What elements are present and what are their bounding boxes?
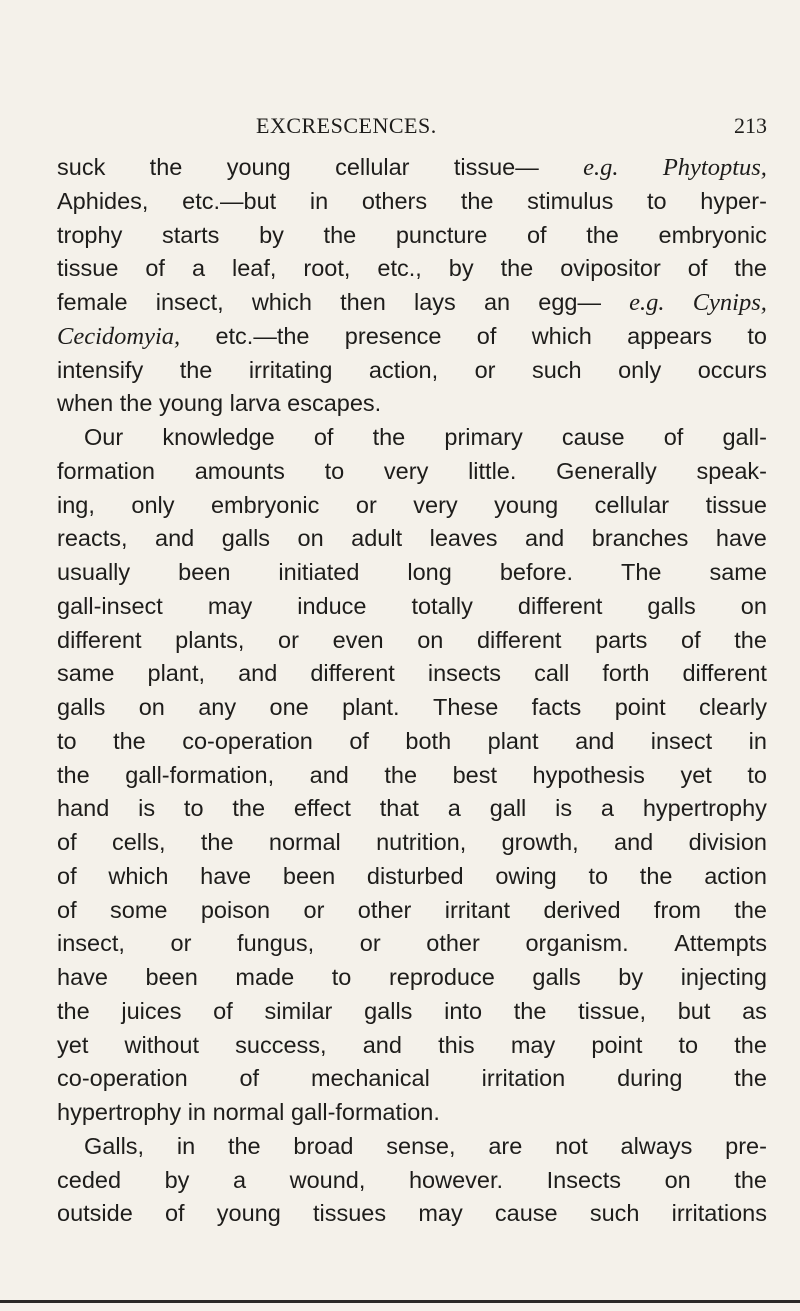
- word: female: [57, 289, 128, 315]
- word: any: [198, 694, 237, 720]
- word: such: [589, 1200, 640, 1227]
- word: others: [361, 187, 428, 214]
- word: ovipositor: [560, 255, 661, 282]
- body-text: [57, 151, 767, 1231]
- word: to: [324, 457, 345, 484]
- word: the: [179, 356, 213, 383]
- word: branches: [591, 525, 689, 552]
- text-line: [57, 286, 767, 320]
- word: and: [362, 1031, 402, 1058]
- word: by: [618, 964, 644, 990]
- word: gall-formation.: [290, 1099, 440, 1125]
- word: and: [575, 727, 615, 754]
- word: These: [432, 694, 499, 720]
- word: a: [600, 795, 614, 822]
- word: leaves: [429, 525, 498, 552]
- word: amounts: [194, 457, 285, 484]
- word: may: [510, 1031, 556, 1058]
- word: very: [413, 491, 458, 518]
- text-line: [57, 1197, 767, 1231]
- word: plant: [487, 727, 539, 754]
- word: lays: [414, 289, 456, 315]
- word: one: [269, 694, 309, 720]
- word: galls: [532, 964, 581, 990]
- word: is: [138, 795, 156, 822]
- word: juices: [121, 997, 182, 1024]
- text-line: [57, 455, 767, 489]
- word: on: [417, 626, 444, 653]
- text-line: [57, 556, 767, 590]
- word: ing,: [57, 491, 95, 518]
- word: Attempts: [674, 930, 767, 957]
- word: same: [57, 660, 115, 687]
- word: a: [232, 1166, 247, 1193]
- word: or: [278, 626, 299, 653]
- word: which: [108, 862, 169, 889]
- word: the: [372, 424, 406, 450]
- word: plant,: [147, 660, 206, 687]
- word: escapes.: [287, 390, 382, 417]
- word: forth: [602, 660, 650, 687]
- italic-word: Cecidomyia,: [57, 322, 181, 350]
- word: the: [57, 997, 90, 1024]
- word: been: [178, 559, 231, 585]
- word: only: [131, 491, 175, 518]
- word: embryonic: [658, 221, 767, 248]
- word: co-operation: [57, 1065, 188, 1092]
- text-line: [57, 421, 767, 455]
- word: to: [183, 795, 204, 822]
- word: co-operation: [182, 727, 313, 754]
- word: owing: [495, 862, 557, 889]
- word: stimulus: [527, 187, 614, 214]
- word: the: [734, 1166, 767, 1193]
- word: the: [734, 255, 767, 282]
- word: have: [715, 525, 767, 552]
- word: which: [531, 322, 592, 349]
- word: derived: [543, 896, 621, 923]
- word: in: [309, 187, 329, 214]
- word: suck: [57, 154, 106, 180]
- word: some: [110, 896, 168, 923]
- word: other: [426, 930, 480, 957]
- word: appears: [627, 322, 713, 349]
- word: nutrition,: [376, 829, 467, 855]
- text-line: [57, 927, 767, 961]
- word: of: [476, 322, 497, 349]
- word: intensify: [57, 356, 144, 383]
- word: call: [534, 660, 570, 687]
- italic-word: e.g.: [629, 289, 665, 316]
- word: to: [331, 964, 352, 990]
- text-line: [57, 995, 767, 1029]
- word: mechanical: [310, 1065, 430, 1092]
- word: of: [164, 1200, 185, 1227]
- word: young: [159, 390, 224, 417]
- word: action,: [368, 356, 439, 383]
- word: cellular: [594, 491, 670, 518]
- word: division: [688, 829, 767, 855]
- word: before.: [499, 559, 573, 585]
- word: the: [460, 187, 494, 214]
- word: same: [709, 559, 767, 585]
- word: facts: [531, 694, 582, 720]
- word: gall-: [722, 424, 767, 450]
- text-line: [57, 151, 767, 185]
- word: to: [747, 322, 767, 349]
- italic-word: Phytoptus,: [662, 154, 767, 181]
- word: tissue: [705, 491, 767, 518]
- word: by: [259, 221, 284, 248]
- word: the: [734, 896, 767, 923]
- word: only: [618, 356, 662, 383]
- word: insect: [650, 727, 713, 754]
- word: is: [555, 795, 573, 822]
- word: normal: [268, 829, 341, 855]
- word: to: [588, 862, 609, 889]
- word: long: [407, 559, 452, 585]
- word: occurs: [697, 356, 767, 383]
- word: which: [251, 289, 312, 315]
- word: primary: [444, 424, 523, 450]
- word: to: [678, 1031, 699, 1058]
- word: as: [742, 997, 767, 1024]
- word: of: [57, 896, 77, 923]
- word: without: [124, 1031, 199, 1058]
- word: to: [747, 761, 767, 788]
- word: Aphides,: [57, 187, 149, 214]
- word: egg—: [538, 289, 601, 315]
- word: a: [191, 255, 206, 282]
- word: in: [748, 727, 767, 754]
- word: point: [591, 1031, 643, 1058]
- word: such: [531, 356, 582, 383]
- word: during: [617, 1065, 683, 1092]
- word: formation: [57, 457, 155, 484]
- word: etc.—but: [182, 187, 277, 214]
- bottom-edge-rule: [0, 1300, 800, 1303]
- word: the: [119, 390, 153, 417]
- word: on: [664, 1166, 691, 1193]
- word: other: [357, 896, 412, 923]
- word: puncture: [395, 221, 488, 248]
- word: plants,: [175, 626, 245, 653]
- word: different: [57, 626, 142, 653]
- word: of: [349, 727, 369, 754]
- word: clearly: [699, 694, 767, 720]
- word: leaf,: [231, 255, 277, 282]
- text-line: [57, 860, 767, 894]
- word: organism.: [525, 930, 629, 957]
- text-line: [57, 320, 767, 354]
- word: both: [405, 727, 452, 754]
- word: cellular: [335, 154, 410, 180]
- word: irritation: [481, 1065, 566, 1092]
- word: that: [379, 795, 419, 822]
- word: always: [620, 1132, 693, 1159]
- word: insect,: [155, 289, 224, 315]
- word: the: [323, 221, 357, 248]
- word: totally: [411, 592, 473, 619]
- word: of: [213, 997, 233, 1024]
- text-line: [57, 1130, 767, 1164]
- word: and: [614, 829, 654, 855]
- word: Insects: [546, 1166, 622, 1193]
- word: of: [681, 626, 701, 653]
- word: cause: [561, 424, 625, 450]
- word: or: [474, 356, 496, 383]
- word: ceded: [57, 1166, 122, 1193]
- word: then: [340, 289, 386, 315]
- word: but: [677, 997, 711, 1024]
- word: of: [57, 862, 77, 889]
- word: the: [586, 221, 619, 248]
- word: galls: [57, 694, 106, 720]
- word: the: [149, 154, 183, 180]
- word: Our: [84, 424, 124, 450]
- word: and: [525, 525, 565, 552]
- word: or: [303, 896, 325, 923]
- text-line: [57, 590, 767, 624]
- word: irritant: [444, 896, 511, 923]
- text-line: [57, 894, 767, 928]
- word: gall-formation,: [125, 761, 275, 788]
- text-line: [57, 489, 767, 523]
- word: etc.—the: [215, 322, 310, 349]
- word: and: [238, 660, 278, 687]
- word: been: [282, 862, 336, 889]
- word: irritations: [671, 1200, 767, 1227]
- word: of: [526, 221, 547, 248]
- text-line: [57, 691, 767, 725]
- word: poison: [200, 896, 271, 923]
- word: hyper-: [700, 187, 767, 214]
- word: the: [734, 626, 767, 653]
- italic-word: e.g.: [583, 154, 619, 181]
- word: cause: [494, 1200, 558, 1227]
- word: disturbed: [366, 862, 464, 889]
- word: plant.: [342, 694, 400, 720]
- text-line: [57, 1096, 767, 1130]
- word: growth,: [501, 829, 579, 855]
- word: of: [57, 829, 77, 855]
- word: pre-: [725, 1132, 767, 1159]
- word: made: [235, 964, 295, 990]
- word: a: [447, 795, 461, 822]
- word: etc.,: [377, 255, 422, 282]
- text-line: [57, 759, 767, 793]
- word: Generally: [556, 457, 657, 484]
- word: the: [113, 727, 146, 754]
- word: been: [145, 964, 198, 990]
- word: similar: [264, 997, 333, 1024]
- word: an: [483, 289, 511, 315]
- word: into: [444, 997, 483, 1024]
- word: outside: [57, 1200, 133, 1227]
- word: cells,: [111, 829, 166, 855]
- text-line: [57, 624, 767, 658]
- word: from: [653, 896, 701, 923]
- word: point: [614, 694, 666, 720]
- word: or: [170, 930, 192, 957]
- word: yet: [680, 761, 712, 788]
- word: usually: [57, 559, 131, 585]
- word: hypertrophy: [57, 1099, 182, 1125]
- word: Galls,: [84, 1132, 145, 1159]
- text-line: [57, 1164, 767, 1198]
- word: initiated: [278, 559, 360, 585]
- word: presence: [344, 322, 442, 349]
- text-line: [57, 826, 767, 860]
- word: by: [164, 1166, 190, 1193]
- word: or: [359, 930, 381, 957]
- word: the: [227, 1132, 261, 1159]
- word: broad: [293, 1132, 354, 1159]
- word: tissues: [312, 1200, 387, 1227]
- word: are: [488, 1132, 523, 1159]
- word: the: [734, 1031, 767, 1058]
- word: very: [383, 457, 429, 484]
- word: hypothesis: [532, 761, 645, 788]
- word: on: [138, 694, 165, 720]
- text-line: [57, 252, 767, 286]
- word: little.: [468, 457, 517, 484]
- word: have: [57, 964, 108, 990]
- word: fungus,: [237, 930, 315, 957]
- word: the: [200, 829, 234, 855]
- text-line: [57, 725, 767, 759]
- word: of: [687, 255, 708, 282]
- word: injecting: [680, 964, 767, 990]
- word: different: [476, 626, 562, 653]
- word: the: [57, 761, 90, 788]
- word: the: [384, 761, 418, 788]
- word: best: [452, 761, 498, 788]
- word: in: [187, 1099, 206, 1125]
- word: tissue,: [578, 997, 647, 1024]
- text-line: [57, 354, 767, 388]
- word: young: [494, 491, 559, 518]
- word: speak-: [696, 457, 767, 484]
- word: gall: [489, 795, 527, 822]
- text-line: [57, 657, 767, 691]
- text-line: [57, 961, 767, 995]
- word: gall-insect: [57, 592, 163, 619]
- text-line: [57, 185, 767, 219]
- word: to: [57, 727, 77, 754]
- word: effect: [293, 795, 351, 822]
- word: The: [620, 559, 662, 585]
- word: young: [216, 1200, 281, 1227]
- word: hand: [57, 795, 110, 822]
- word: success,: [235, 1031, 327, 1058]
- word: reproduce: [388, 964, 495, 990]
- word: to: [647, 187, 667, 214]
- text-line: [57, 219, 767, 253]
- word: adult: [351, 525, 403, 552]
- word: different: [682, 660, 767, 687]
- word: yet: [57, 1031, 89, 1058]
- word: of: [239, 1065, 260, 1092]
- word: and: [155, 525, 195, 552]
- word: by: [448, 255, 474, 282]
- word: in: [176, 1132, 196, 1159]
- italic-word: Cynips,: [692, 289, 767, 316]
- word: young: [226, 154, 291, 180]
- word: insects: [427, 660, 502, 687]
- word: galls: [647, 592, 696, 619]
- text-line: [57, 792, 767, 826]
- word: induce: [297, 592, 367, 619]
- word: of: [145, 255, 165, 282]
- word: the: [513, 997, 547, 1024]
- word: insect,: [57, 930, 125, 957]
- word: irritating: [248, 356, 333, 383]
- word: even: [332, 626, 384, 653]
- word: different: [517, 592, 603, 619]
- word: may: [418, 1200, 463, 1227]
- word: action: [704, 862, 767, 889]
- word: when: [57, 390, 114, 417]
- word: root,: [303, 255, 351, 282]
- word: knowledge: [162, 424, 275, 450]
- text-line: [57, 387, 767, 421]
- word: different: [310, 660, 395, 687]
- word: have: [200, 862, 252, 889]
- word: on: [740, 592, 767, 619]
- word: galls: [221, 525, 271, 552]
- word: larva: [229, 390, 281, 417]
- word: may: [207, 592, 253, 619]
- word: and: [309, 761, 349, 788]
- word: the: [639, 862, 673, 889]
- word: parts: [595, 626, 648, 653]
- word: trophy: [57, 221, 123, 248]
- word: wound,: [289, 1166, 366, 1193]
- word: on: [297, 525, 324, 552]
- text-line: [57, 522, 767, 556]
- word: hypertrophy: [642, 795, 767, 822]
- word: of: [663, 424, 684, 450]
- word: normal: [212, 1099, 285, 1125]
- word: of: [313, 424, 334, 450]
- word: the: [734, 1065, 767, 1092]
- word: this: [438, 1031, 475, 1058]
- text-line: [57, 1029, 767, 1063]
- word: not: [555, 1132, 588, 1159]
- word: the: [500, 255, 534, 282]
- running-header: EXCRESCENCES.: [256, 113, 437, 138]
- word: tissue—: [453, 154, 539, 180]
- word: tissue: [57, 255, 119, 282]
- word: galls: [364, 997, 413, 1024]
- word: however.: [408, 1166, 504, 1193]
- word: starts: [161, 221, 220, 248]
- page-number: 213: [734, 113, 767, 138]
- text-line: [57, 1062, 767, 1096]
- word: the: [232, 795, 266, 822]
- word: or: [355, 491, 377, 518]
- word: embryonic: [210, 491, 320, 518]
- word: reacts,: [57, 525, 128, 552]
- word: sense,: [386, 1132, 456, 1159]
